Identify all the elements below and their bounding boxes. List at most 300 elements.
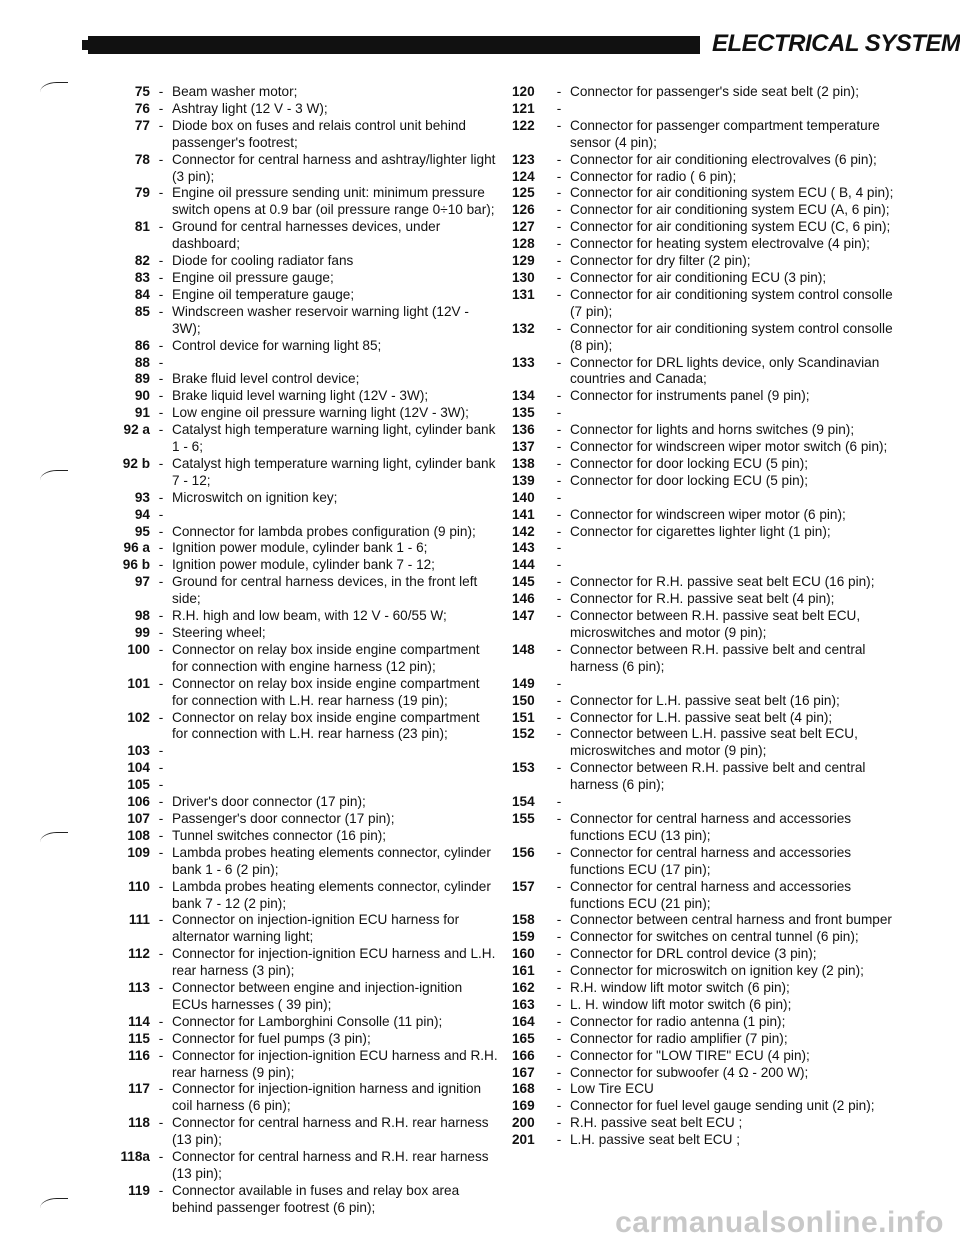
entry-number: 135 (512, 405, 535, 421)
entry-description: Connector between R.H. passive belt and central harness (6 pin); (570, 641, 866, 674)
entry-number: 92 a (123, 422, 150, 438)
entry-description: Connector for passenger's side seat belt (2 pin); (570, 84, 859, 99)
legend-entry (88, 371, 498, 388)
entry-number: 154 (512, 794, 535, 810)
entry-number: 158 (512, 912, 535, 928)
entry-number: 97 (134, 574, 150, 590)
entry-dash: - (556, 794, 562, 810)
entry-number: 150 (512, 692, 535, 708)
entry-dash: - (556, 760, 562, 776)
legend-entry (512, 912, 907, 929)
legend-entry (88, 1031, 498, 1048)
entry-number: 128 (512, 236, 535, 252)
legend-entry (512, 253, 907, 270)
legend-entry (88, 287, 498, 304)
legend-entry (512, 608, 907, 642)
entry-dash: - (556, 1047, 562, 1063)
entry-number: 159 (512, 929, 535, 945)
entry-dash: - (556, 405, 562, 421)
entry-dash: - (556, 1030, 562, 1046)
entry-description: Connector for R.H. passive seat belt (4 pin); (570, 591, 835, 607)
entry-number: 140 (512, 489, 535, 505)
legend-entry (88, 980, 498, 1014)
entry-description: Connector between R.H. passive belt and central harness (6 pin); (570, 760, 866, 793)
legend-entry (512, 929, 907, 946)
entry-dash: - (556, 117, 562, 133)
entry-number: 89 (134, 371, 150, 387)
entry-dash: - (158, 641, 164, 657)
entry-dash: - (556, 388, 562, 404)
entry-dash: - (158, 760, 164, 776)
legend-entry (512, 726, 907, 760)
entry-description: Connector for DRL lights device, only Scandinavian countries and Canada; (570, 354, 880, 387)
entry-number: 79 (134, 185, 150, 201)
entry-number: 99 (134, 625, 150, 640)
entry-number: 138 (512, 455, 535, 471)
legend-entry (88, 710, 498, 744)
entry-dash: - (556, 557, 562, 573)
legend-entry (512, 287, 907, 321)
entry-description: Connector between R.H. passive seat belt ECU, microswitches and motor (9 pin); (570, 608, 861, 640)
entry-number: 160 (512, 946, 535, 962)
legend-entry (88, 456, 498, 490)
legend-entry (88, 101, 498, 118)
entry-dash: - (556, 269, 562, 285)
entry-description: Connector for door locking ECU (5 pin); (570, 455, 808, 471)
entry-dash: - (158, 455, 164, 471)
legend-entry (512, 574, 907, 591)
legend-entry (512, 1048, 907, 1065)
legend-entry (88, 388, 498, 405)
entry-number: 164 (512, 1013, 535, 1029)
entry-number: 155 (512, 810, 535, 826)
entry-dash: - (556, 151, 562, 167)
entry-description: Connector for instruments panel (9 pin); (570, 388, 810, 404)
legend-entry (512, 963, 907, 980)
entry-description: Connector for radio ( 6 pin); (570, 168, 737, 184)
entry-number: 141 (512, 506, 535, 522)
legend-entry (88, 625, 498, 642)
entry-description: Connector for microswitch on ignition key (2 pin); (570, 963, 864, 979)
entry-number: 201 (512, 1132, 535, 1148)
entry-description (570, 794, 907, 811)
legend-entry (88, 557, 498, 574)
entry-description: Diode for cooling radiator fans (172, 253, 354, 269)
entry-description: Control device for warning light 85; (172, 337, 382, 353)
legend-entry (88, 794, 498, 811)
entry-dash: - (158, 574, 164, 590)
legend-entry (88, 524, 498, 541)
entry-description: Connector for air conditioning system ECU ( B, 4 pin); (570, 185, 894, 201)
entry-dash: - (556, 591, 562, 607)
entry-description: Connector for switches on central tunnel (6 pin); (570, 929, 859, 945)
entry-number: 118a (120, 1149, 150, 1165)
legend-entry (88, 811, 498, 828)
entry-number: 102 (127, 709, 150, 725)
entry-description: Ground for central harnesses devices, under dashboard; (172, 219, 441, 252)
entry-description: Connector for DRL control device (3 pin); (570, 946, 817, 962)
entry-dash: - (158, 1149, 164, 1165)
entry-description: Connector for radio amplifier (7 pin); (570, 1030, 788, 1046)
entry-description: Windscreen washer reservoir warning light (12V - 3W); (172, 303, 469, 336)
entry-number: 148 (512, 641, 535, 657)
legend-entry (88, 253, 498, 270)
entry-number: 157 (512, 878, 535, 894)
entry-dash: - (158, 709, 164, 725)
entry-dash: - (556, 540, 562, 556)
entry-dash: - (556, 84, 562, 99)
legend-entry (512, 169, 907, 186)
entry-number: 120 (512, 84, 535, 99)
entry-dash: - (556, 523, 562, 539)
entry-description: Connector for L.H. passive seat belt (16 pin); (570, 692, 840, 708)
entry-number: 98 (134, 608, 150, 624)
entry-description: Connector on relay box inside engine compartment for connection with L.H. rear harness (23 pin); (172, 709, 480, 742)
entry-dash: - (158, 1047, 164, 1063)
entry-number: 86 (134, 337, 150, 353)
legend-entry (88, 760, 498, 777)
entry-dash: - (556, 439, 562, 455)
entry-number: 115 (128, 1030, 150, 1046)
entry-number: 100 (127, 641, 150, 657)
entry-description: Connector for central harness and accessories functions ECU (13 pin); (570, 810, 852, 843)
entry-description: Catalyst high temperature warning light, cylinder bank 1 - 6; (172, 422, 496, 455)
entry-description: Connector for R.H. passive seat belt ECU (16 pin); (570, 574, 875, 590)
entry-dash: - (158, 185, 164, 201)
entry-description: Lambda probes heating elements connector, cylinder bank 1 - 6 (2 pin); (172, 844, 491, 877)
entry-dash: - (158, 608, 164, 624)
entry-dash: - (556, 100, 562, 116)
entry-dash: - (158, 354, 164, 370)
entry-dash: - (556, 422, 562, 438)
entry-number: 101 (127, 675, 150, 691)
entry-number: 136 (512, 422, 535, 438)
entry-number: 83 (134, 269, 150, 285)
legend-entry (88, 270, 498, 287)
entry-description: Beam washer motor; (172, 84, 298, 99)
entry-number: 165 (512, 1030, 535, 1046)
entry-dash: - (158, 743, 164, 759)
legend-entry (88, 845, 498, 879)
section-title: ELECTRICAL SYSTEM (712, 30, 960, 57)
entry-description: Low engine oil pressure warning light (12V - 3W); (172, 405, 469, 421)
legend-entry (88, 219, 498, 253)
entry-dash: - (556, 320, 562, 336)
legend-entry (512, 270, 907, 287)
entry-dash: - (158, 371, 164, 387)
entry-description: Connector for air conditioning electrovalves (6 pin); (570, 151, 877, 167)
legend-entry (88, 642, 498, 676)
entry-description: Connector for lights and horns switches (9 pin); (570, 422, 855, 438)
legend-entry (512, 405, 907, 422)
entry-number: 81 (134, 219, 150, 235)
entry-number: 104 (127, 760, 150, 776)
entry-number: 119 (128, 1182, 150, 1198)
entry-dash: - (158, 946, 164, 962)
entry-description: Connector for injection-ignition ECU harness and R.H. rear harness (9 pin); (172, 1047, 498, 1080)
entry-number: 113 (128, 980, 150, 996)
entry-description: Connector between engine and injection-ignition ECUs harnesses ( 39 pin); (172, 980, 463, 1012)
entry-dash: - (158, 1013, 164, 1029)
entry-number: 129 (512, 253, 535, 269)
legend-entry (88, 304, 498, 338)
entry-number: 146 (512, 591, 535, 607)
legend-entry (88, 1115, 498, 1149)
entry-description: Connector for windscreen wiper motor switch (6 pin); (570, 439, 888, 455)
legend-entry (512, 1115, 907, 1132)
entry-number: 134 (512, 388, 535, 404)
entry-dash: - (556, 472, 562, 488)
entry-description: Connector for central harness and accessories functions ECU (17 pin); (570, 844, 852, 877)
entry-description: R.H. passive seat belt ECU ; (570, 1115, 743, 1131)
entry-dash: - (158, 253, 164, 269)
entry-dash: - (556, 726, 562, 742)
entry-description: Ashtray light (12 V - 3 W); (172, 100, 328, 116)
entry-description: Connector for air conditioning system control consolle (8 pin); (570, 320, 893, 353)
entry-description: Connector on injection-ignition ECU harness for alternator warning light; (172, 912, 460, 945)
legend-entry (512, 591, 907, 608)
entry-dash: - (158, 540, 164, 556)
entry-description: Connector on relay box inside engine compartment for connection with L.H. rear harness (19 pin); (172, 675, 480, 708)
entry-dash: - (556, 506, 562, 522)
legend-entry (88, 540, 498, 557)
entry-dash: - (556, 878, 562, 894)
entry-description: Connector for air conditioning system control consolle (7 pin); (570, 286, 893, 319)
entry-dash: - (556, 286, 562, 302)
entry-dash: - (158, 269, 164, 285)
entry-description: Ignition power module, cylinder bank 1 - 6; (172, 540, 428, 556)
legend-entry (512, 997, 907, 1014)
watermark: carmanualsonline.info (615, 1206, 944, 1239)
legend-entry (512, 1132, 907, 1149)
entry-dash: - (158, 912, 164, 928)
entry-dash: - (556, 641, 562, 657)
entry-number: 152 (512, 726, 535, 742)
entry-description: Connector for subwoofer (4 Ω - 200 W); (570, 1064, 809, 1080)
entry-description: Connector for air conditioning system ECU (A, 6 pin); (570, 202, 890, 218)
legend-entry (512, 202, 907, 219)
entry-number: 127 (512, 219, 535, 235)
entry-dash: - (556, 709, 562, 725)
legend-entry (512, 388, 907, 405)
legend-entry (512, 524, 907, 541)
legend-entry (512, 118, 907, 152)
entry-dash: - (556, 455, 562, 471)
entry-number: 109 (127, 844, 150, 860)
entry-dash: - (556, 1081, 562, 1097)
entry-dash: - (158, 1182, 164, 1198)
margin-binding-mark (40, 1198, 68, 1215)
legend-entry (88, 608, 498, 625)
margin-binding-mark (40, 82, 68, 99)
entry-description: Connector for door locking ECU (5 pin); (570, 472, 808, 488)
legend-entry (512, 980, 907, 997)
legend-entry (88, 422, 498, 456)
entry-number: 124 (512, 168, 535, 184)
legend-entry (512, 84, 907, 101)
entry-number: 103 (127, 743, 150, 759)
entry-dash: - (158, 422, 164, 438)
entry-description: Connector between central harness and front bumper (570, 912, 892, 928)
entry-description: Steering wheel; (172, 625, 266, 640)
entry-number: 90 (134, 388, 150, 404)
entry-number: 144 (512, 557, 535, 573)
legend-entry (88, 118, 498, 152)
entry-number: 151 (512, 709, 535, 725)
entry-number: 105 (127, 777, 150, 793)
entry-number: 200 (512, 1115, 535, 1131)
legend-entry (88, 879, 498, 913)
legend-entry (512, 422, 907, 439)
entry-dash: - (556, 253, 562, 269)
legend-entry (88, 1048, 498, 1082)
entry-number: 116 (128, 1047, 150, 1063)
entry-description: Engine oil pressure sending unit: minimum pressure switch opens at 0.9 bar (oil pressure range 0÷10 bar); (172, 185, 495, 218)
entry-dash: - (158, 827, 164, 843)
entry-description (570, 540, 907, 557)
entry-number: 118 (128, 1115, 150, 1131)
entry-dash: - (556, 996, 562, 1012)
entry-dash: - (556, 202, 562, 218)
entry-dash: - (556, 912, 562, 928)
legend-entry (512, 540, 907, 557)
entry-description: Connector for central harness and R.H. rear harness (13 pin); (172, 1115, 489, 1148)
entry-description: Connector for "LOW TIRE" ECU (4 pin); (570, 1047, 810, 1063)
entry-description: Connector between L.H. passive seat belt ECU, microswitches and motor (9 pin); (570, 726, 858, 759)
entry-description: Connector on relay box inside engine compartment for connection with engine harness (12 pin); (172, 641, 480, 674)
entry-description: Catalyst high temperature warning light, cylinder bank 7 - 12; (172, 455, 496, 488)
legend-entry (88, 743, 498, 760)
entry-number: 111 (128, 912, 150, 928)
entry-dash: - (158, 844, 164, 860)
entry-number: 121 (512, 100, 535, 116)
legend-entry (512, 1081, 907, 1098)
entry-dash: - (556, 219, 562, 235)
legend-entry (88, 490, 498, 507)
entry-dash: - (158, 777, 164, 793)
entry-description: Connector for passenger compartment temperature sensor (4 pin); (570, 117, 880, 150)
legend-entry (512, 219, 907, 236)
entry-dash: - (158, 286, 164, 302)
entry-dash: - (158, 151, 164, 167)
entry-dash: - (556, 1064, 562, 1080)
entry-number: 156 (512, 844, 535, 860)
legend-entry (88, 152, 498, 186)
legend-entry (512, 507, 907, 524)
entry-description: Diode box on fuses and relais control unit behind passenger's footrest; (172, 117, 466, 150)
entry-dash: - (556, 844, 562, 860)
entry-number: 117 (128, 1081, 150, 1097)
entry-description: Lambda probes heating elements connector, cylinder bank 7 - 12 (2 pin); (172, 878, 491, 911)
entry-description (172, 355, 498, 372)
entry-number: 167 (512, 1064, 535, 1080)
entry-dash: - (158, 100, 164, 116)
entry-description: L. H. window lift motor switch (6 pin); (570, 996, 792, 1012)
entry-number: 162 (512, 980, 535, 996)
entry-description: Low Tire ECU (570, 1081, 654, 1097)
legend-entry (88, 946, 498, 980)
entry-description (570, 557, 907, 574)
entry-description: Connector for L.H. passive seat belt (4 pin); (570, 709, 833, 725)
legend-entry (88, 405, 498, 422)
right-legend-column (512, 84, 907, 1149)
legend-entry (512, 676, 907, 693)
legend-entry (512, 101, 907, 118)
legend-entry (512, 879, 907, 913)
entry-number: 76 (134, 100, 150, 116)
left-legend-column (88, 84, 498, 1217)
legend-entry (88, 185, 498, 219)
entry-number: 131 (512, 286, 535, 302)
entry-dash: - (556, 354, 562, 370)
entry-description (570, 405, 907, 422)
entry-dash: - (158, 506, 164, 522)
entry-description: Engine oil pressure gauge; (172, 269, 334, 285)
entry-description: Ground for central harness devices, in the front left side; (172, 574, 478, 607)
legend-entry (88, 338, 498, 355)
entry-description (570, 676, 907, 693)
entry-description: Connector for heating system electrovalve (4 pin); (570, 236, 870, 252)
legend-entry (512, 439, 907, 456)
entry-number: 153 (512, 760, 535, 776)
legend-entry (512, 321, 907, 355)
entry-number: 107 (127, 810, 150, 826)
entry-number: 147 (512, 608, 535, 624)
entry-number: 139 (512, 472, 535, 488)
entry-description: Ignition power module, cylinder bank 7 - 12; (172, 557, 435, 573)
entry-dash: - (556, 929, 562, 945)
entry-description (570, 490, 907, 507)
entry-number: 133 (512, 354, 535, 370)
entry-dash: - (556, 810, 562, 826)
entry-number: 169 (512, 1098, 535, 1114)
legend-entry (88, 574, 498, 608)
entry-dash: - (158, 405, 164, 421)
entry-dash: - (556, 963, 562, 979)
entry-number: 149 (512, 675, 535, 691)
entry-description: Connector for central harness and ashtray/lighter light (3 pin); (172, 151, 496, 184)
entry-description (172, 777, 498, 794)
entry-dash: - (556, 980, 562, 996)
entry-dash: - (158, 337, 164, 353)
header-rule-bar (88, 36, 700, 54)
entry-dash: - (556, 236, 562, 252)
margin-binding-mark (40, 832, 68, 849)
entry-description (172, 507, 498, 524)
entry-description: Microswitch on ignition key; (172, 489, 338, 505)
entry-description: Tunnel switches connector (16 pin); (172, 827, 387, 843)
entry-dash: - (556, 168, 562, 184)
entry-number: 106 (127, 794, 150, 810)
margin-binding-mark (40, 470, 68, 487)
entry-number: 75 (134, 84, 150, 99)
legend-entry (88, 777, 498, 794)
legend-entry (512, 946, 907, 963)
entry-number: 94 (134, 506, 150, 522)
legend-entry (512, 152, 907, 169)
legend-entry (88, 676, 498, 710)
entry-description: Connector for central harness and R.H. rear harness (13 pin); (172, 1149, 489, 1181)
legend-entry (88, 507, 498, 524)
entry-dash: - (158, 219, 164, 235)
legend-entry (512, 1098, 907, 1115)
entry-description: R.H. high and low beam, with 12 V - 60/55 W; (172, 608, 447, 624)
entry-dash: - (556, 946, 562, 962)
legend-entry (512, 642, 907, 676)
entry-dash: - (158, 557, 164, 573)
legend-entry (512, 794, 907, 811)
entry-number: 114 (128, 1013, 150, 1029)
